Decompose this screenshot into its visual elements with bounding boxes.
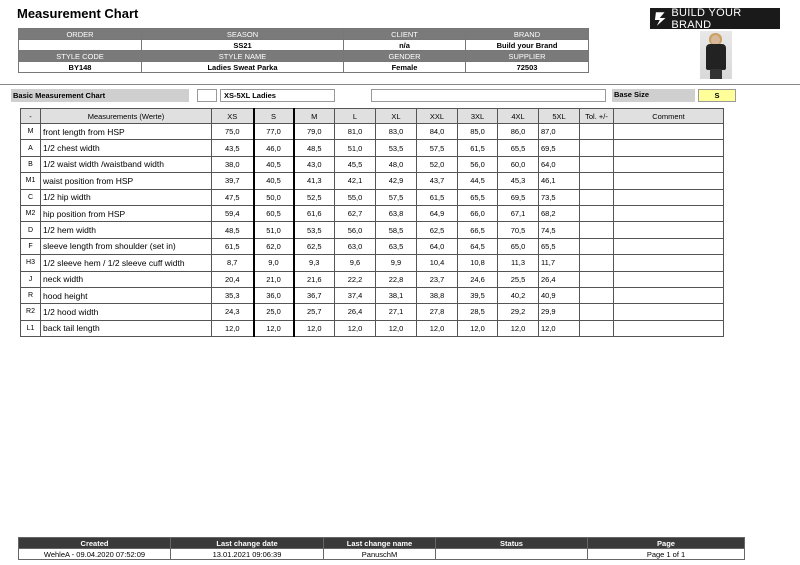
measurement-value[interactable]: 69,5 xyxy=(539,140,580,156)
footer-header-created: Created xyxy=(19,538,171,549)
measurement-value[interactable]: 43,0 xyxy=(294,156,335,172)
col-header-comment: Comment xyxy=(614,109,724,124)
info-header-gender: GENDER xyxy=(344,51,466,62)
notes-field[interactable] xyxy=(371,89,606,102)
measurement-value[interactable]: 12,0 xyxy=(376,320,417,336)
table-row xyxy=(21,140,724,156)
measurement-value[interactable]: 48,5 xyxy=(212,222,254,238)
measurement-value[interactable]: 9,3 xyxy=(294,255,335,271)
measurement-value[interactable]: 40,9 xyxy=(539,287,580,303)
info-header-order: ORDER xyxy=(19,29,142,40)
measurement-value[interactable]: 9,9 xyxy=(376,255,417,271)
measurement-value[interactable]: 79,0 xyxy=(294,124,335,140)
measurement-value[interactable]: 41,3 xyxy=(294,173,335,189)
measurement-code: B xyxy=(21,156,41,172)
measurement-value[interactable]: 9,6 xyxy=(335,255,376,271)
measurement-code: R xyxy=(21,287,41,303)
measurement-value[interactable]: 9,0 xyxy=(254,255,294,271)
measurement-value[interactable]: 69,5 xyxy=(498,189,539,205)
measurement-value[interactable]: 63,0 xyxy=(335,238,376,254)
info-header-style-name: STYLE NAME xyxy=(142,51,344,62)
footer-header-status: Status xyxy=(436,538,588,549)
measurement-value[interactable]: 61,5 xyxy=(212,238,254,254)
measurement-value[interactable]: 64,0 xyxy=(417,238,458,254)
measurement-value[interactable]: 12,0 xyxy=(498,320,539,336)
tolerance-cell[interactable] xyxy=(580,205,614,221)
measurement-value[interactable]: 40,5 xyxy=(254,173,294,189)
table-header-row xyxy=(21,109,724,124)
info-value-supplier: 72503 xyxy=(466,62,589,73)
measurement-value[interactable]: 73,5 xyxy=(539,189,580,205)
measurement-value[interactable]: 25,0 xyxy=(254,304,294,320)
info-value-style-code: BY148 xyxy=(19,62,142,73)
measurement-value[interactable]: 26,4 xyxy=(335,304,376,320)
measurement-value[interactable]: 12,0 xyxy=(254,320,294,336)
footer-status xyxy=(436,549,588,560)
measurement-value[interactable]: 27,1 xyxy=(376,304,417,320)
col-header-measurement: Measurements (Werte) xyxy=(41,109,212,124)
comment-cell[interactable] xyxy=(614,124,724,140)
measurement-value[interactable]: 51,0 xyxy=(335,140,376,156)
footer-page: Page 1 of 1 xyxy=(588,549,745,560)
measurement-description: 1/2 hip width xyxy=(41,189,212,205)
measurement-value[interactable]: 36,0 xyxy=(254,287,294,303)
comment-cell[interactable] xyxy=(614,156,724,172)
measurement-value[interactable]: 11,3 xyxy=(498,255,539,271)
comment-cell[interactable] xyxy=(614,205,724,221)
measurement-description: hood height xyxy=(41,287,212,303)
tolerance-cell[interactable] xyxy=(580,287,614,303)
measurement-value[interactable]: 87,0 xyxy=(539,124,580,140)
tolerance-cell[interactable] xyxy=(580,156,614,172)
footer-created: WehleA - 09.04.2020 07:52:09 xyxy=(19,549,171,560)
measurement-value[interactable]: 51,0 xyxy=(254,222,294,238)
table-row xyxy=(21,156,724,172)
measurement-value[interactable]: 84,0 xyxy=(417,124,458,140)
base-size-label: Base Size xyxy=(612,89,695,102)
measurement-value[interactable]: 62,0 xyxy=(254,238,294,254)
info-header-supplier: SUPPLIER xyxy=(466,51,589,62)
col-header-xl: XL xyxy=(376,109,417,124)
measurement-value[interactable]: 37,4 xyxy=(335,287,376,303)
measurement-code: M xyxy=(21,124,41,140)
measurement-value[interactable]: 60,5 xyxy=(254,205,294,221)
comment-cell[interactable] xyxy=(614,271,724,287)
measurement-value[interactable]: 61,5 xyxy=(417,189,458,205)
measurement-description: 1/2 sleeve hem / 1/2 sleeve cuff width xyxy=(41,255,212,271)
table-row xyxy=(21,304,724,320)
measurement-value[interactable]: 26,4 xyxy=(539,271,580,287)
measurement-value[interactable]: 53,5 xyxy=(376,140,417,156)
measurement-value[interactable]: 20,4 xyxy=(212,271,254,287)
measurement-value[interactable]: 12,0 xyxy=(294,320,335,336)
info-header-style-code: STYLE CODE xyxy=(19,51,142,62)
table-row xyxy=(21,205,724,221)
measurement-description: 1/2 chest width xyxy=(41,140,212,156)
measurement-value[interactable]: 65,5 xyxy=(498,140,539,156)
measurement-description: hip position from HSP xyxy=(41,205,212,221)
col-header-xxl: XXL xyxy=(417,109,458,124)
table-row xyxy=(21,189,724,205)
measurement-code: H3 xyxy=(21,255,41,271)
measurement-value[interactable]: 12,0 xyxy=(212,320,254,336)
footer-table xyxy=(18,537,745,560)
col-header-4xl: 4XL xyxy=(498,109,539,124)
measurement-value[interactable]: 42,1 xyxy=(335,173,376,189)
info-header-brand: BRAND xyxy=(466,29,589,40)
footer-header-page: Page xyxy=(588,538,745,549)
measurement-value[interactable]: 48,0 xyxy=(376,156,417,172)
measurement-value[interactable]: 65,0 xyxy=(498,238,539,254)
measurement-value[interactable]: 11,7 xyxy=(539,255,580,271)
measurement-description: sleeve length from shoulder (set in) xyxy=(41,238,212,254)
measurement-value[interactable]: 39,7 xyxy=(212,173,254,189)
measurement-value[interactable]: 81,0 xyxy=(335,124,376,140)
measurement-value[interactable]: 35,3 xyxy=(212,287,254,303)
measurement-value[interactable]: 28,5 xyxy=(458,304,498,320)
measurement-value[interactable]: 53,5 xyxy=(294,222,335,238)
measurement-value[interactable]: 62,7 xyxy=(335,205,376,221)
measurement-value[interactable]: 57,5 xyxy=(376,189,417,205)
measurement-value[interactable]: 62,5 xyxy=(294,238,335,254)
measurement-value[interactable]: 36,7 xyxy=(294,287,335,303)
table-row xyxy=(21,238,724,254)
measurement-value[interactable]: 65,5 xyxy=(539,238,580,254)
measurement-value[interactable]: 12,0 xyxy=(417,320,458,336)
measurement-value[interactable]: 43,5 xyxy=(212,140,254,156)
measurement-value[interactable]: 12,0 xyxy=(335,320,376,336)
measurement-value[interactable]: 40,2 xyxy=(498,287,539,303)
col-header-5xl: 5XL xyxy=(539,109,580,124)
footer-last-change-date: 13.01.2021 09:06:39 xyxy=(171,549,324,560)
measurement-value[interactable]: 38,8 xyxy=(417,287,458,303)
tolerance-cell[interactable] xyxy=(580,255,614,271)
col-header-tolerance: Tol. +/- xyxy=(580,109,614,124)
measurement-value[interactable]: 29,9 xyxy=(539,304,580,320)
tolerance-cell[interactable] xyxy=(580,189,614,205)
measurement-value[interactable]: 63,8 xyxy=(376,205,417,221)
measurement-value[interactable]: 57,5 xyxy=(417,140,458,156)
measurement-code: L1 xyxy=(21,320,41,336)
measurement-value[interactable]: 77,0 xyxy=(254,124,294,140)
divider xyxy=(0,84,800,85)
measurement-value[interactable]: 58,5 xyxy=(376,222,417,238)
measurement-value[interactable]: 22,8 xyxy=(376,271,417,287)
measurement-value[interactable]: 75,0 xyxy=(212,124,254,140)
measurement-description: back tail length xyxy=(41,320,212,336)
measurement-value[interactable]: 47,5 xyxy=(212,189,254,205)
base-size-value[interactable]: S xyxy=(698,89,736,102)
measurement-value[interactable]: 8,7 xyxy=(212,255,254,271)
measurement-code: C xyxy=(21,189,41,205)
measurement-value[interactable]: 29,2 xyxy=(498,304,539,320)
info-header-season: SEASON xyxy=(142,29,344,40)
measurement-value[interactable]: 10,4 xyxy=(417,255,458,271)
brand-logo-icon xyxy=(654,11,667,27)
measurement-value[interactable]: 25,5 xyxy=(498,271,539,287)
tolerance-cell[interactable] xyxy=(580,320,614,336)
tolerance-cell[interactable] xyxy=(580,173,614,189)
measurement-value[interactable]: 62,5 xyxy=(417,222,458,238)
measurement-value[interactable]: 38,0 xyxy=(212,156,254,172)
measurement-value[interactable]: 83,0 xyxy=(376,124,417,140)
measurement-value[interactable]: 61,6 xyxy=(294,205,335,221)
comment-cell[interactable] xyxy=(614,238,724,254)
measurement-value[interactable]: 40,5 xyxy=(254,156,294,172)
measurement-value[interactable]: 48,5 xyxy=(294,140,335,156)
measurement-value[interactable]: 27,8 xyxy=(417,304,458,320)
table-row xyxy=(21,255,724,271)
measurement-value[interactable]: 60,0 xyxy=(498,156,539,172)
comment-cell[interactable] xyxy=(614,222,724,238)
footer-header-last-change-date: Last change date xyxy=(171,538,324,549)
info-value-order xyxy=(19,40,142,51)
table-row xyxy=(21,287,724,303)
tolerance-cell[interactable] xyxy=(580,140,614,156)
measurement-value[interactable]: 52,5 xyxy=(294,189,335,205)
measurement-table xyxy=(20,108,724,337)
comment-cell[interactable] xyxy=(614,287,724,303)
measurement-code: F xyxy=(21,238,41,254)
measurement-value[interactable]: 21,6 xyxy=(294,271,335,287)
tolerance-cell[interactable] xyxy=(580,238,614,254)
measurement-description: 1/2 waist width /waistband width xyxy=(41,156,212,172)
measurement-code: R2 xyxy=(21,304,41,320)
comment-cell[interactable] xyxy=(614,140,724,156)
measurement-value[interactable]: 86,0 xyxy=(498,124,539,140)
measurement-value[interactable]: 21,0 xyxy=(254,271,294,287)
measurement-code: M1 xyxy=(21,173,41,189)
brand-logo-text: BUILD YOUR BRAND xyxy=(671,6,742,31)
measurement-value[interactable]: 46,1 xyxy=(539,173,580,189)
measurement-value[interactable]: 12,0 xyxy=(458,320,498,336)
measurement-value[interactable]: 52,0 xyxy=(417,156,458,172)
comment-cell[interactable] xyxy=(614,255,724,271)
style-info-table xyxy=(18,28,589,73)
measurement-value[interactable]: 64,5 xyxy=(458,238,498,254)
comment-cell[interactable] xyxy=(614,320,724,336)
page-title: Measurement Chart xyxy=(17,6,139,21)
info-value-style-name: Ladies Sweat Parka xyxy=(142,62,344,73)
col-header-3xl: 3XL xyxy=(458,109,498,124)
measurement-value[interactable]: 39,5 xyxy=(458,287,498,303)
size-range-field[interactable]: XS-5XL Ladies xyxy=(220,89,335,102)
info-header-client: CLIENT xyxy=(344,29,466,40)
measurement-value[interactable]: 66,0 xyxy=(458,205,498,221)
measurement-description: waist position from HSP xyxy=(41,173,212,189)
measurement-description: 1/2 hem width xyxy=(41,222,212,238)
col-header-l: L xyxy=(335,109,376,124)
measurement-value[interactable]: 25,7 xyxy=(294,304,335,320)
measurement-code: D xyxy=(21,222,41,238)
comment-cell[interactable] xyxy=(614,304,724,320)
measurement-value[interactable]: 45,5 xyxy=(335,156,376,172)
info-value-gender: Female xyxy=(344,62,466,73)
measurement-value[interactable]: 38,1 xyxy=(376,287,417,303)
measurement-value[interactable]: 42,9 xyxy=(376,173,417,189)
measurement-value[interactable]: 63,5 xyxy=(376,238,417,254)
product-photo xyxy=(700,31,732,79)
measurement-value[interactable]: 23,7 xyxy=(417,271,458,287)
table-row xyxy=(21,173,724,189)
table-row xyxy=(21,124,724,140)
table-row xyxy=(21,271,724,287)
footer-header-last-change-name: Last change name xyxy=(324,538,436,549)
empty-field[interactable] xyxy=(197,89,217,102)
measurement-value[interactable]: 68,2 xyxy=(539,205,580,221)
measurement-value[interactable]: 61,5 xyxy=(458,140,498,156)
tolerance-cell[interactable] xyxy=(580,222,614,238)
measurement-value[interactable]: 46,0 xyxy=(254,140,294,156)
measurement-code: J xyxy=(21,271,41,287)
measurement-value[interactable]: 12,0 xyxy=(539,320,580,336)
measurement-value[interactable]: 50,0 xyxy=(254,189,294,205)
brand-logo xyxy=(650,8,780,29)
measurement-value[interactable]: 74,5 xyxy=(539,222,580,238)
measurement-value[interactable]: 66,5 xyxy=(458,222,498,238)
measurement-value[interactable]: 85,0 xyxy=(458,124,498,140)
measurement-code: M2 xyxy=(21,205,41,221)
col-header-m: M xyxy=(294,109,335,124)
measurement-value[interactable]: 56,0 xyxy=(335,222,376,238)
measurement-value[interactable]: 64,0 xyxy=(539,156,580,172)
info-value-client: n/a xyxy=(344,40,466,51)
measurement-value[interactable]: 65,5 xyxy=(458,189,498,205)
tolerance-cell[interactable] xyxy=(580,124,614,140)
tolerance-cell[interactable] xyxy=(580,304,614,320)
table-row xyxy=(21,320,724,336)
comment-cell[interactable] xyxy=(614,189,724,205)
col-header-code: - xyxy=(21,109,41,124)
col-header-xs: XS xyxy=(212,109,254,124)
measurement-value[interactable]: 24,3 xyxy=(212,304,254,320)
col-header-s: S xyxy=(254,109,294,124)
measurement-code: A xyxy=(21,140,41,156)
measurement-value[interactable]: 70,5 xyxy=(498,222,539,238)
info-value-brand: Build your Brand xyxy=(466,40,589,51)
measurement-value[interactable]: 10,8 xyxy=(458,255,498,271)
measurement-value[interactable]: 24,6 xyxy=(458,271,498,287)
comment-cell[interactable] xyxy=(614,173,724,189)
measurement-value[interactable]: 59,4 xyxy=(212,205,254,221)
basic-chart-label: Basic Measurement Chart xyxy=(11,89,189,102)
measurement-value[interactable]: 55,0 xyxy=(335,189,376,205)
info-value-season: SS21 xyxy=(142,40,344,51)
measurement-description: neck width xyxy=(41,271,212,287)
footer-last-change-name: PanuschM xyxy=(324,549,436,560)
measurement-value[interactable]: 56,0 xyxy=(458,156,498,172)
measurement-value[interactable]: 22,2 xyxy=(335,271,376,287)
table-row xyxy=(21,222,724,238)
measurement-value[interactable]: 43,7 xyxy=(417,173,458,189)
measurement-value[interactable]: 67,1 xyxy=(498,205,539,221)
tolerance-cell[interactable] xyxy=(580,271,614,287)
measurement-value[interactable]: 45,3 xyxy=(498,173,539,189)
measurement-description: 1/2 hood width xyxy=(41,304,212,320)
measurement-description: front length from HSP xyxy=(41,124,212,140)
measurement-value[interactable]: 64,9 xyxy=(417,205,458,221)
measurement-value[interactable]: 44,5 xyxy=(458,173,498,189)
